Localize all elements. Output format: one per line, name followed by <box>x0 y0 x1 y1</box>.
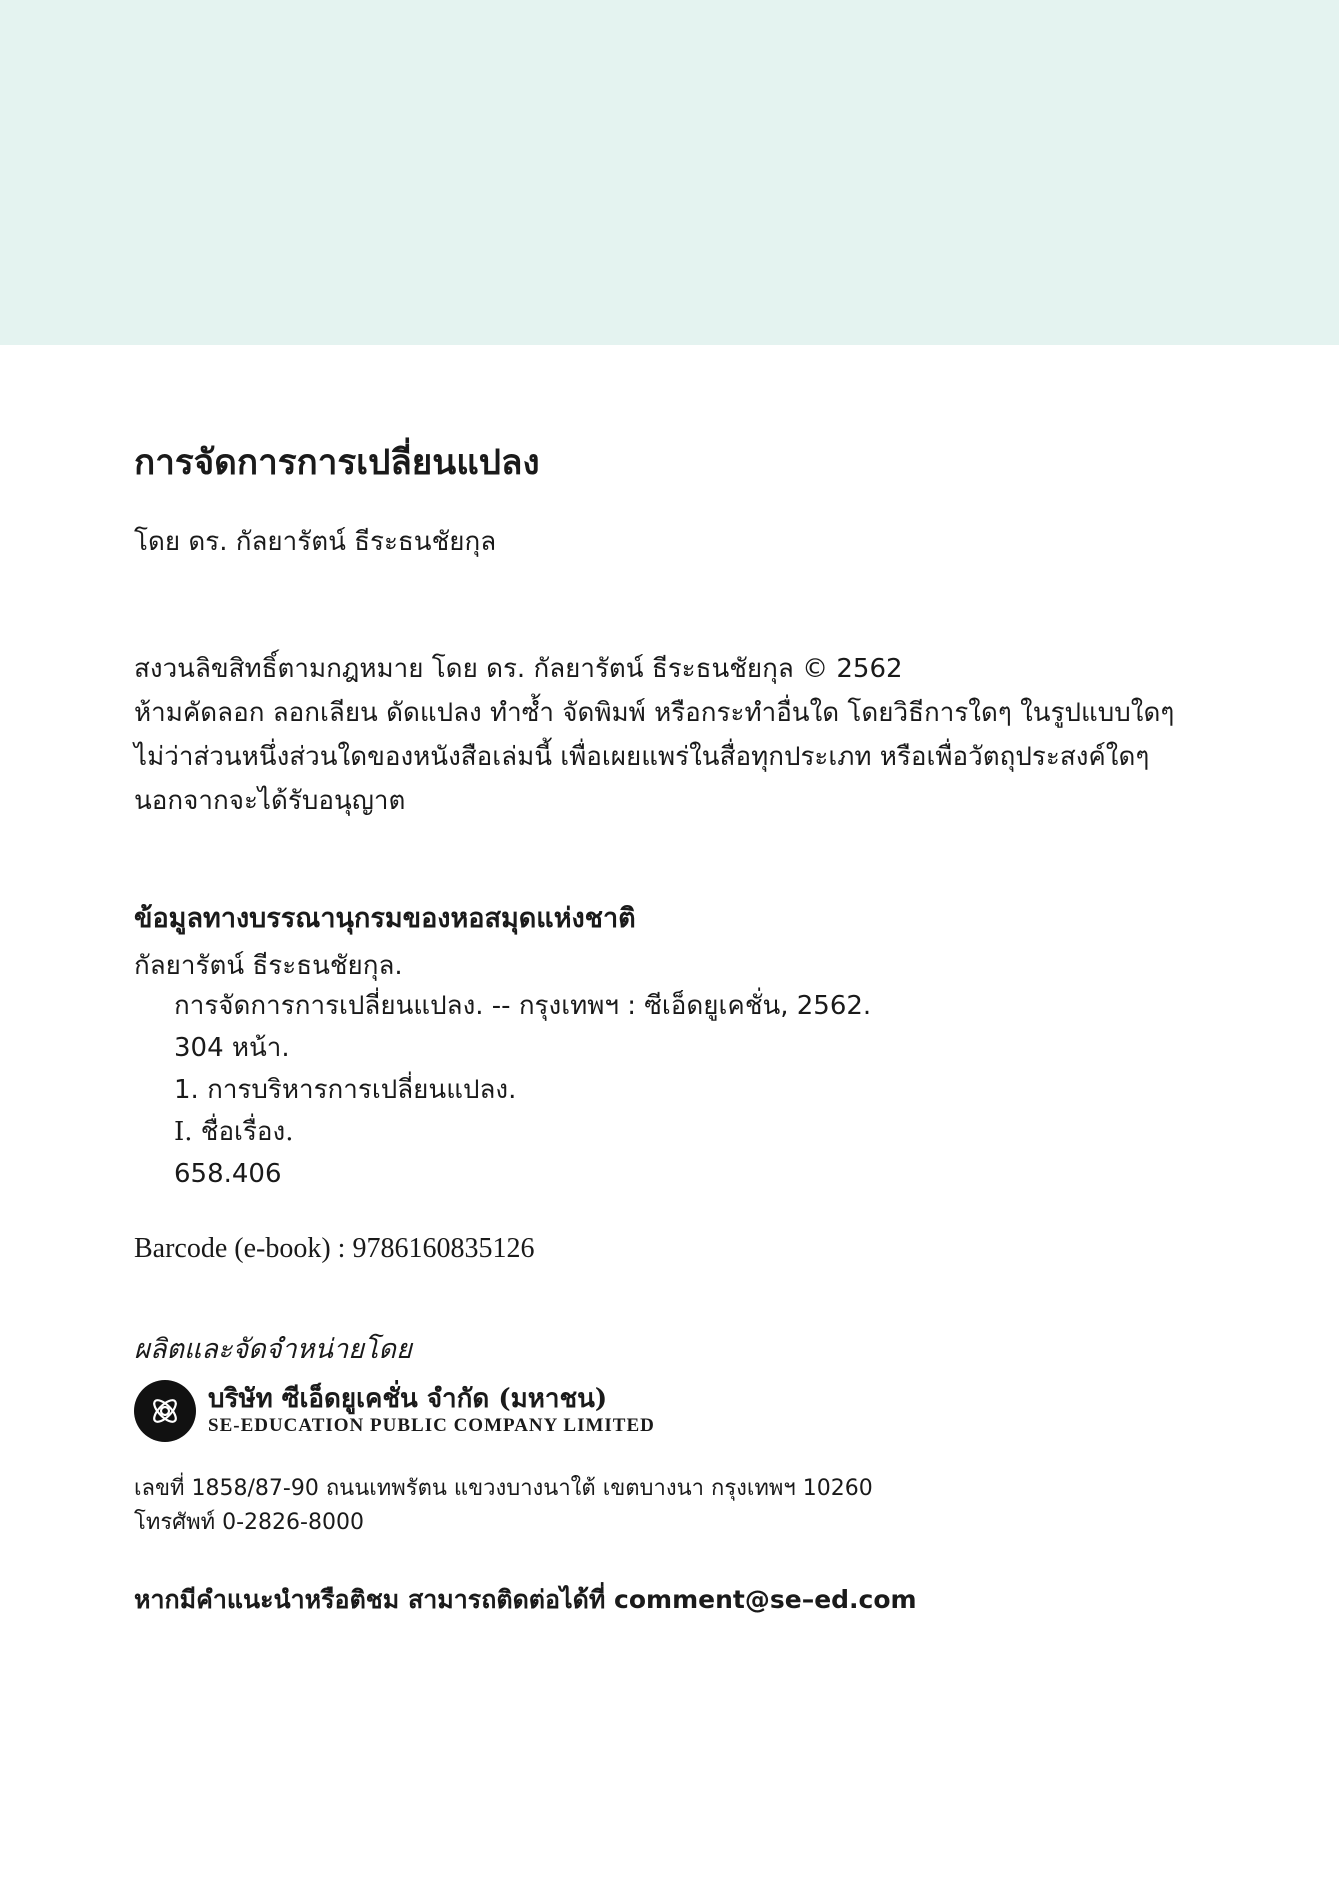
copyright-line: สงวนลิขสิทธิ์ตามกฎหมาย โดย ดร. กัลยารัตน์ ธีระธนชัยกุล © 2562 <box>134 654 903 685</box>
produced-by-label: ผลิตและจัดจำหน่ายโดย <box>134 1333 412 1365</box>
book-author: โดย ดร. กัลยารัตน์ ธีระธนชัยกุล <box>134 526 497 557</box>
copyright-page <box>134 440 1234 1620</box>
cip-details <box>134 985 1234 1195</box>
barcode-isbn: Barcode (e-book) : 9786160835126 <box>134 1232 535 1264</box>
cip-line: I. ชื่อเรื่อง. <box>174 1116 294 1147</box>
cip-heading: ข้อมูลทางบรรณานุกรมของหอสมุดแห่งชาติ <box>134 903 636 935</box>
cip-line: 658.406 <box>174 1158 282 1189</box>
cip-line: การจัดการการเปลี่ยนแปลง. -- กรุงเทพฯ : ซีเอ็ดยูเคชั่น, 2562. <box>174 990 872 1021</box>
cip-line: 1. การบริหารการเปลี่ยนแปลง. <box>174 1074 517 1105</box>
publisher-address-block <box>134 1472 1234 1540</box>
copyright-line: ไม่ว่าส่วนหนึ่งส่วนใดของหนังสือเล่มนี้ เพื่อเผยแพร่ในสื่อทุกประเภท หรือเพื่อวัตถุประสงค์ใดๆ <box>134 742 1150 773</box>
cataloging-in-publication <box>134 901 1234 1194</box>
book-title: การจัดการการเปลี่ยนแปลง <box>134 442 540 483</box>
cip-author: กัลยารัตน์ ธีระธนชัยกุล. <box>134 951 403 982</box>
copyright-line: ห้ามคัดลอก ลอกเลียน ดัดแปลง ทำซ้ำ จัดพิมพ์ หรือกระทำอื่นใด โดยวิธีการใดๆ ในรูปแบบใดๆ <box>134 698 1175 729</box>
publisher-name-en: SE-EDUCATION PUBLIC COMPANY LIMITED <box>208 1414 655 1436</box>
contact-email-line: หากมีคำแนะนำหรือติชม สามารถติดต่อได้ที่ comment@se–ed.com <box>134 1584 917 1614</box>
publisher-name-th: บริษัท ซีเอ็ดยูเคชั่น จำกัด (มหาชน) <box>208 1383 608 1414</box>
publisher-address: เลขที่ 1858/87-90 ถนนเทพรัตน แขวงบางนาใต้ เขตบางนา กรุงเทพฯ 10260 <box>134 1475 873 1501</box>
cip-line: 304 หน้า. <box>174 1032 290 1063</box>
top-color-band <box>0 0 1339 345</box>
publisher-phone: โทรศัพท์ 0-2826-8000 <box>134 1509 364 1535</box>
copyright-line: นอกจากจะได้รับอนุญาต <box>134 786 406 817</box>
publisher-names <box>208 1384 655 1438</box>
se-ed-logo-icon <box>134 1380 196 1442</box>
copyright-notice <box>134 647 1234 823</box>
publisher-block <box>134 1380 1234 1442</box>
